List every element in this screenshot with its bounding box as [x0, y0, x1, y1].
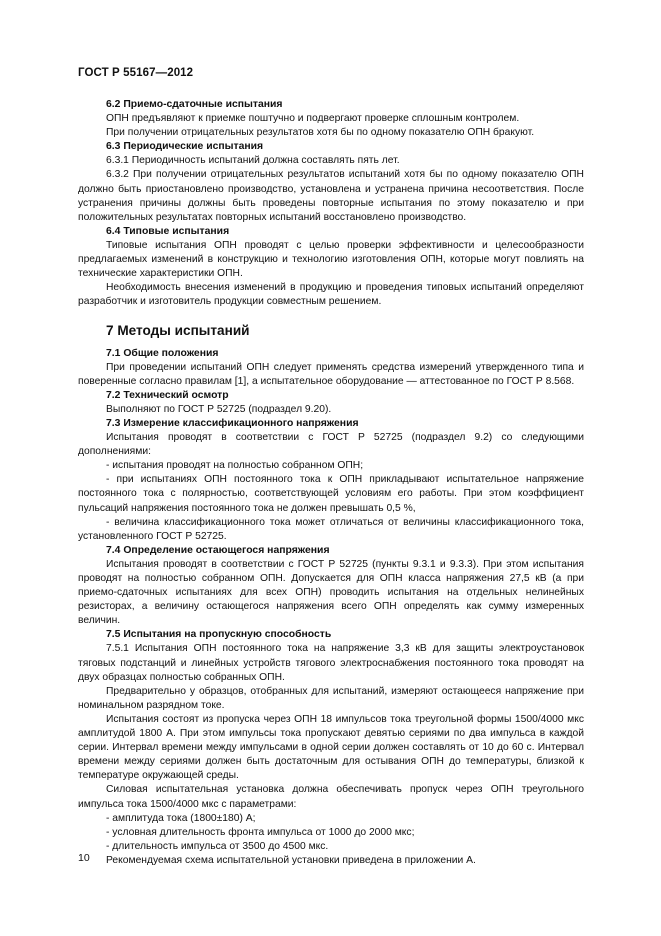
section-heading-7-4: 7.4 Определение остающегося напряжения — [106, 544, 330, 556]
paragraph: Необходимость внесения изменений в продукцию и проведения типовых испытаний определяют разработчик и изготовитель продукции совместным решением. — [78, 282, 584, 308]
paragraph: 6.3.2 При получении отрицательных результатов испытаний хотя бы по одному показателю ОПН должно быть приостановлено производство, установлена и устранена причина несоответствия. После устранения причины должны быть проведены повторные испытания по этому показателю и при положительных результатах повторных испытаний восстановлено производство. — [78, 169, 584, 223]
section-heading-7-3: 7.3 Измерение классификационного напряжения — [106, 417, 359, 429]
paragraph: Испытания проводят в соответствии с ГОСТ Р 52725 (подраздел 9.2) со следующими дополнениями: — [78, 432, 584, 458]
paragraph: Испытания проводят в соответствии с ГОСТ Р 52725 (пункты 9.3.1 и 9.3.3). При этом испытания проводят на полностью собранном ОПН. Допускается для ОПН класса напряжения 27,5 кВ (а при приемо-сдаточных испытаниях для всех ОПН) проводить испытания на отдельных нелинейных резисторах, а величину остающегося напряжения всего ОПН определять как сумму измеренных величин. — [78, 558, 584, 627]
paragraph: Испытания состоят из пропуска через ОПН 18 импульсов тока треугольной формы 1500/4000 мкс амплитудой 1800 А. При этом импульсы тока пропускают девятью сериями по два импульса в каждой серии. Интервал времени между импульсами в одной серии должен составлять от 10 до 60 с. Интервал времени между сериями должен быть достаточным для остывания ОПН до температуры, близкой к температуре окружающей среды. — [78, 713, 584, 782]
list-item: - длительность импульса от 3500 до 4500 мкс. — [106, 840, 329, 852]
chapter-heading-7: 7 Методы испытаний — [106, 323, 250, 339]
list-item: - величина классификационного тока может отличаться от величины классификационного тока, установленного ГОСТ Р 52725. — [78, 516, 584, 542]
document-header: ГОСТ Р 55167—2012 — [78, 67, 194, 79]
list-item: - условная длительность фронта импульса от 1000 до 2000 мкс; — [106, 826, 415, 838]
paragraph: ОПН предъявляют к приемке поштучно и подвергают проверке сплошным контролем. — [106, 113, 520, 125]
paragraph: Типовые испытания ОПН проводят с целью проверки эффективности и целесообразности предлагаемых изменений в конструкцию и технологию изготовления ОПН, которые могут повлиять на технические характеристики ОПН. — [78, 239, 584, 280]
paragraph: При получении отрицательных результатов хотя бы по одному показателю ОПН бракуют. — [106, 127, 535, 139]
paragraph: Выполняют по ГОСТ Р 52725 (подраздел 9.20). — [106, 403, 332, 415]
page-number: 10 — [78, 852, 90, 864]
paragraph: Предварительно у образцов, отобранных для испытаний, измеряют остающееся напряжение при номинальном разрядном токе. — [78, 685, 584, 711]
list-item: - испытания проводят на полностью собранном ОПН; — [106, 460, 364, 472]
paragraph: 7.5.1 Испытания ОПН постоянного тока на напряжение 3,3 кВ для защиты электроустановок тяговых подстанций и линейных устройств тягового электроснабжения постоянного тока проводят на двух образцах полностью собранных ОПН. — [78, 643, 584, 683]
paragraph: При проведении испытаний ОПН следует применять средства измерений утвержденного типа и поверенные согласно правилам [1], а испытательное оборудование — аттестованное по ГОСТ Р 8.568. — [78, 361, 584, 387]
section-heading-6-3: 6.3 Периодические испытания — [106, 141, 264, 153]
paragraph: Силовая испытательная установка должна обеспечивать пропуск через ОПН треугольного импульса тока 1500/4000 мкс с параметрами: — [78, 784, 584, 810]
list-item: - при испытаниях ОПН постоянного тока к ОПН прикладывают испытательное напряжение постоянного тока с полярностью, соответствующей условиям его работы. При этом коэффициент пульсаций напряжения постоянного тока не должен превышать 0,5 %, — [78, 474, 584, 514]
list-item: - амплитуда тока (1800±180) А; — [106, 812, 256, 824]
section-heading-7-1: 7.1 Общие положения — [106, 347, 219, 359]
paragraph: 6.3.1 Периодичность испытаний должна составлять пять лет. — [106, 155, 400, 167]
section-heading-7-2: 7.2 Технический осмотр — [106, 389, 229, 401]
document-body — [78, 98, 584, 868]
paragraph: Рекомендуемая схема испытательной установки приведена в приложении А. — [106, 854, 476, 866]
section-heading-6-4: 6.4 Типовые испытания — [106, 225, 230, 237]
section-heading-7-5: 7.5 Испытания на пропускную способность — [106, 629, 332, 641]
section-heading-6-2: 6.2 Приемо-сдаточные испытания — [106, 99, 283, 110]
